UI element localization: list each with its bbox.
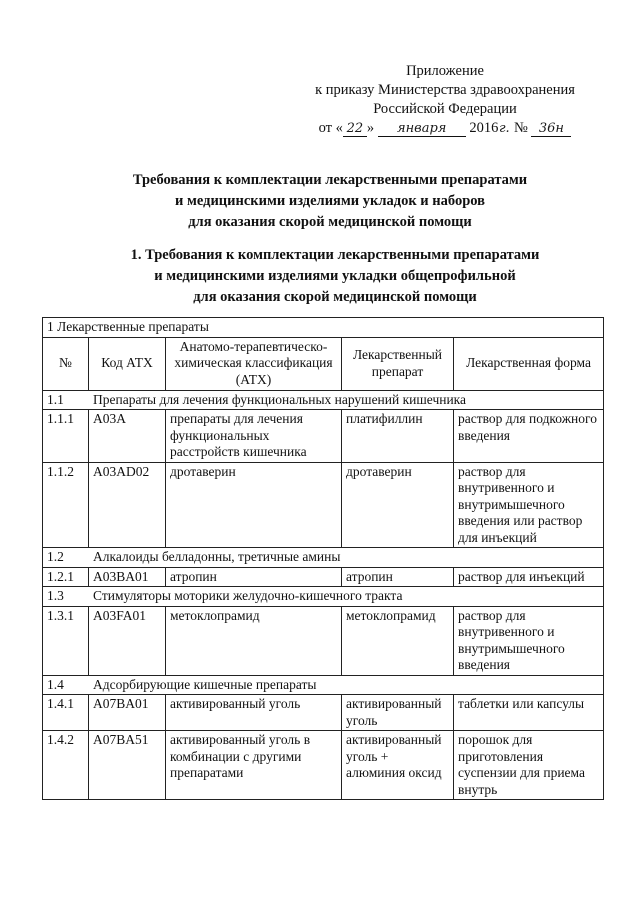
table-row xyxy=(43,695,604,731)
group-row xyxy=(43,587,604,607)
group-title: Препараты для лечения функциональных нарушений кишечника xyxy=(93,391,467,407)
header-num: № xyxy=(43,337,89,390)
group-num: 1.1 xyxy=(47,391,64,407)
group-num: 1.4 xyxy=(47,676,64,692)
row-classification: активированный уголь xyxy=(166,695,342,731)
row-num: 1.1.2 xyxy=(43,462,89,548)
row-drug: активированный уголь xyxy=(342,695,454,731)
group-row xyxy=(43,675,604,695)
row-num: 1.4.2 xyxy=(43,731,89,800)
row-classification: дротаверин xyxy=(166,462,342,548)
header-atc-code: Код АТХ xyxy=(89,337,166,390)
main-title-line: для оказания скорой медицинской помощи xyxy=(188,214,472,230)
section-title-line: для оказания скорой медицинской помощи xyxy=(193,289,477,305)
main-title-line: и медицинскими изделиями укладок и наборов xyxy=(175,193,485,209)
row-form: раствор для внутривенного и внутримышечного введения или раствор для инъекций xyxy=(454,462,604,548)
row-form: раствор для внутривенного и внутримышечного введения xyxy=(454,606,604,675)
header-drug: Лекарственный препарат xyxy=(342,337,454,390)
row-classification: активированный уголь в комбинации с другими препаратами xyxy=(166,731,342,800)
table-row xyxy=(43,567,604,587)
group-row xyxy=(43,548,604,568)
row-classification: препараты для лечения функциональных расстройств кишечника xyxy=(166,410,342,463)
row-code: A03FA01 xyxy=(89,606,166,675)
row-form: раствор для инъекций xyxy=(454,567,604,587)
appendix-header xyxy=(300,62,590,138)
table-caption-row xyxy=(43,318,604,338)
date-year: 2016 xyxy=(469,120,499,136)
row-form: порошок для приготовления суспензии для приема внутрь xyxy=(454,731,604,800)
appendix-date-line xyxy=(300,119,590,138)
header-form: Лекарственная форма xyxy=(454,337,604,390)
row-drug: активированный уголь + алюминия оксид xyxy=(342,731,454,800)
row-code: A03A xyxy=(89,410,166,463)
drugs-table xyxy=(42,317,604,800)
group-row xyxy=(43,390,604,410)
appendix-label: Приложение xyxy=(406,63,484,79)
group-title: Стимуляторы моторики желудочно-кишечного тракта xyxy=(93,588,403,603)
row-drug: атропин xyxy=(342,567,454,587)
row-drug: платифиллин xyxy=(342,410,454,463)
row-code: A03AD02 xyxy=(89,462,166,548)
section-title xyxy=(60,245,610,308)
row-num: 1.2.1 xyxy=(43,567,89,587)
table-caption: 1 Лекарственные препараты xyxy=(43,318,604,338)
row-classification: метоклопрамид xyxy=(166,606,342,675)
row-code: A07BA01 xyxy=(89,695,166,731)
group-num: 1.3 xyxy=(47,588,64,603)
row-num: 1.1.1 xyxy=(43,410,89,463)
row-form: таблетки или капсулы xyxy=(454,695,604,731)
row-classification: атропин xyxy=(166,567,342,587)
group-num: 1.2 xyxy=(47,549,64,564)
table-row xyxy=(43,731,604,800)
header-classification: Анатомо-терапевтическо-химическая классификация (АТХ) xyxy=(166,337,342,390)
row-code: A03BA01 xyxy=(89,567,166,587)
main-title xyxy=(60,170,600,233)
appendix-country: Российской Федерации xyxy=(373,101,517,117)
group-title: Алкалоиды белладонны, третичные амины xyxy=(93,549,341,564)
table-row xyxy=(43,462,604,548)
table-header-row xyxy=(43,337,604,390)
date-separator: » xyxy=(366,120,375,136)
handwritten-order-number: 36н xyxy=(531,121,571,137)
group-title: Адсорбирующие кишечные препараты xyxy=(93,676,317,692)
row-num: 1.4.1 xyxy=(43,695,89,731)
number-label: № xyxy=(513,120,528,136)
date-prefix: от « xyxy=(318,120,343,136)
main-title-line: Требования к комплектации лекарственными препаратами xyxy=(132,172,528,188)
row-drug: метоклопрамид xyxy=(342,606,454,675)
table-row xyxy=(43,606,604,675)
row-form: раствор для подкожного введения xyxy=(454,410,604,463)
row-drug: дротаверин xyxy=(342,462,454,548)
table-row xyxy=(43,410,604,463)
appendix-order-ref: к приказу Министерства здравоохранения xyxy=(315,82,575,98)
row-num: 1.3.1 xyxy=(43,606,89,675)
section-title-line: 1. Требования к комплектации лекарственными препаратами xyxy=(130,247,540,263)
handwritten-month: января xyxy=(378,121,466,137)
section-title-line: и медицинскими изделиями укладки общепрофильной xyxy=(154,268,516,284)
handwritten-year-digit: г. xyxy=(498,121,510,136)
row-code: A07BA51 xyxy=(89,731,166,800)
handwritten-day: 22 xyxy=(343,121,367,137)
